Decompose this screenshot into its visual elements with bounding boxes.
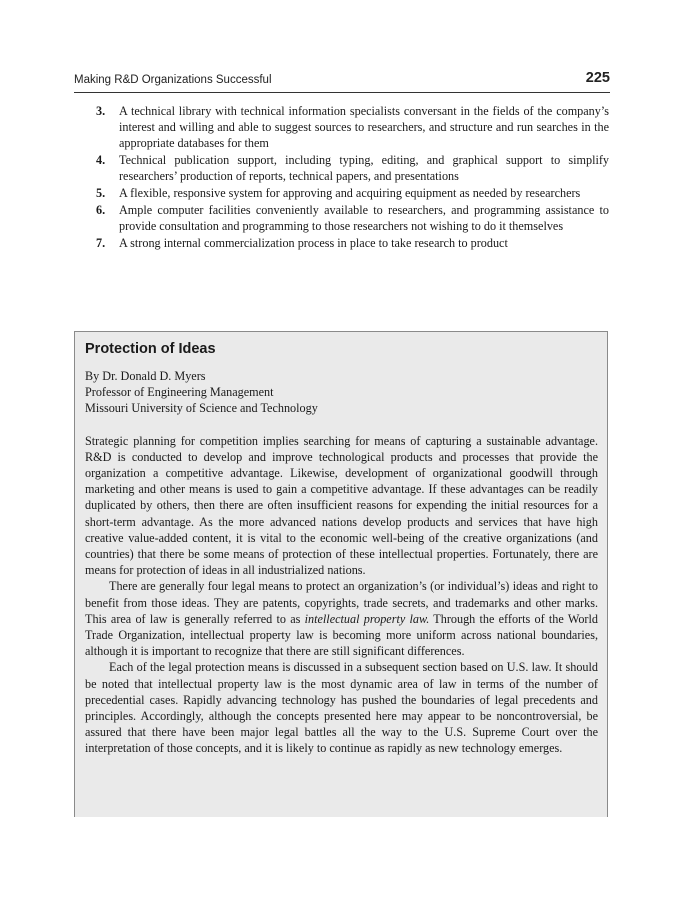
list-item xyxy=(96,235,609,251)
list-item xyxy=(96,202,609,234)
list-item xyxy=(96,152,609,184)
sidebar-paragraph-2 xyxy=(85,578,598,659)
sidebar-paragraph-3: Each of the legal protection means is discussed in a subsequent section based on U.S. law. It should be noted that intellectual property law is the most dynamic area of law in terms of the number of precedential cases. Rapidly advancing technology has pushed the boundaries of legal precedents and principles. Accordingly, although the concepts presented here may appear to be noncontroversial, be assured that there have been major legal battles all the way to the U.S. Supreme Court over the interpretation of those concepts, and it is likely to continue as rapidly as new technology emerges. xyxy=(85,660,598,756)
author-affiliation: Missouri University of Science and Technology xyxy=(85,401,318,416)
list-item-number: 5. xyxy=(96,186,106,201)
list-item-number: 4. xyxy=(96,153,106,168)
list-item-text: Ample computer facilities conveniently available to researchers, and programming assistance to provide consultation and programming to those researchers not wishing to do it themselves xyxy=(119,202,609,233)
paragraph-2-emphasis: intellectual property law. xyxy=(304,611,430,626)
list-item-number: 7. xyxy=(96,235,106,250)
list-item-text: A strong internal commercialization process in place to take research to product xyxy=(119,235,508,250)
sidebar-paragraph-1: Strategic planning for competition implies searching for means of capturing a sustainable advantage. R&D is conducted to develop and improve technological products and processes that provide the organization a competitive advantage. Likewise, development of organizational goodwill through marketing and other means is used to gain a competitive advantage. If these advantages can be readily duplicated by others, then there are often insufficient reasons for expending the initial resources for a short-term advantage. As the more advanced nations develop products and services that have high creative value-added content, it is vital to the economic well-being of the creative organizations (and countries) that there be some means of protection of these intellectual properties. Fortunately, there are means for protection of ideas in all industrialized nations. xyxy=(85,433,598,578)
running-title: Making R&D Organizations Successful xyxy=(74,74,272,86)
sidebar-content xyxy=(85,340,598,757)
author-name: By Dr. Donald D. Myers xyxy=(85,369,206,383)
paragraph-2-text-a: There are generally four legal means to protect an organization’s (or individual’s) ideas and right to benefit from those ideas. They are patents, copyrights, trade secrets, and trademarks and other marks. This area of law is generally referred to as xyxy=(85,579,598,626)
list-item xyxy=(96,103,609,152)
sidebar-title: Protection of Ideas xyxy=(85,341,216,357)
list-item-number: 6. xyxy=(96,202,106,217)
numbered-list xyxy=(96,103,609,251)
sidebar-box xyxy=(74,331,608,817)
list-item-number: 3. xyxy=(96,104,106,118)
paragraph-2-text-b: Through the efforts of the World Trade Organization, intellectual property law is becoming more uniform across national boundaries, although it is important to recognize that there are still significant differences. xyxy=(85,611,598,659)
byline xyxy=(85,368,598,417)
list-item-text: A technical library with technical information specialists conversant in the fields of the company’s interest and willing and able to suggest sources to researchers, and structure and run searches in the appropriate databases for them xyxy=(119,104,609,151)
list-item-text: Technical publication support, including typing, editing, and graphical support to simplify researchers’ production of reports, technical papers, and presentations xyxy=(119,153,609,184)
author-title: Professor of Engineering Management xyxy=(85,385,274,400)
page-number: 225 xyxy=(585,70,610,86)
header-rule xyxy=(74,92,610,93)
list-item xyxy=(96,185,609,201)
list-item-text: A flexible, responsive system for approving and acquiring equipment as needed by researchers xyxy=(119,186,581,201)
running-head xyxy=(74,70,610,92)
